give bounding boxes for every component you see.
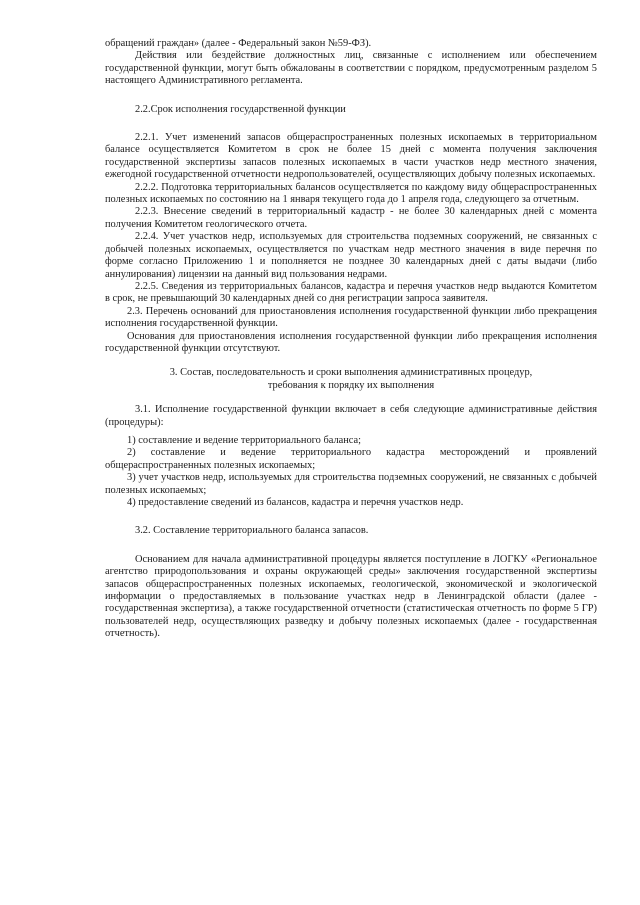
paragraph-2-2-1: 2.2.1. Учет изменений запасов общераспространенных полезных ископаемых в территориальном балансе осуществляется Комитетом в срок не более 15 дней с момента получения заключения государственной экспертизы запасов полезных ископаемых в части участков недр местного значения, ежегодной государственной отчетности недропользователей, осуществляющих добычу полезных ископаемых. [105,132,597,181]
paragraph-3-1: 3.1. Исполнение государственной функции включает в себя следующие административные действия (процедуры): [105,404,597,428]
section-heading-3-line1: 3. Состав, последовательность и сроки выполнения административных процедур, [169,367,533,379]
section-heading-2-2: 2.2.Срок исполнения государственной функции [135,103,346,115]
section-heading-3-line2: требования к порядку их выполнения [267,379,435,391]
section-heading-3-2: 3.2. Составление территориального баланса запасов. [135,525,369,537]
paragraph-2-2-5: 2.2.5. Сведения из территориальных балансов, кадастра и перечня участков недр выдаются Комитетом в срок, не превышающий 30 календарных дней со дня регистрации запроса заявителя. [105,280,597,305]
paragraph-grounds: Основания для приостановления исполнения государственной функции либо прекращения исполнения государственной функции отсутствуют. [105,330,597,354]
paragraph-basis: Основанием для начала административной процедуры является поступление в ЛОГКУ «Региональное агентство природопользования и охраны окружающей среды» заключения государственной экспертизы запасов общераспространенных полезных ископаемых, геологической, экономической и экологической информации о предоставляемых в пользование участках недр в Ленинградской области (далее - государственная экспертиза), а также государственной отчетности (статистическая отчетность по форме 5 ГР) пользователей недр, осуществляющих разведку и добычу полезных ископаемых (далее - государственная отчетность). [105,553,597,640]
paragraph-appeal: Действия или бездействие должностных лиц, связанные с исполнением или обеспечением государственной функции, могут быть обжалованы в соответствии с порядком, предусмотренным разделом 5 настоящего Административного регламента. [105,50,597,87]
document-body [105,38,597,641]
paragraph-continuation: обращений граждан» (далее - Федеральный закон №59-ФЗ). [105,38,372,49]
paragraph-2-2-4: 2.2.4. Учет участков недр, используемых для строительства подземных сооружений, не связанных с добычей полезных ископаемых, осуществляется по участкам недр местного значения в виде перечня по форме согласно Приложению 1 и пополняется не позднее 30 календарных дней с даты выдачи (либо аннулирования) лицензии на данный вид пользования недрами. [105,231,597,280]
paragraph-2-2-3: 2.2.3. Внесение сведений в территориальный кадастр - не более 30 календарных дней с момента получения Комитетом геологического отчета. [105,206,597,230]
list-item-4: 4) предоставление сведений из балансов, кадастра и перечня участков недр. [127,497,464,508]
list-item-3: 3) учет участков недр, используемых для строительства подземных сооружений, не связанных с добычей полезных ископаемых; [105,472,597,496]
list-item-1: 1) составление и ведение территориального баланса; [127,434,362,446]
paragraph-2-2-2: 2.2.2. Подготовка территориальных балансов осуществляется по каждому виду общераспространенных полезных ископаемых по состоянию на 1 января текущего года до 1 апреля года, следующего за отчетным. [105,181,597,206]
paragraph-2-3: 2.3. Перечень оснований для приостановления исполнения государственной функции либо прекращения исполнения государственной функции. [105,305,597,330]
list-item-2: 2) составление и ведение территориального кадастра месторождений и проявлений общераспространенных полезных ископаемых; [105,447,597,471]
